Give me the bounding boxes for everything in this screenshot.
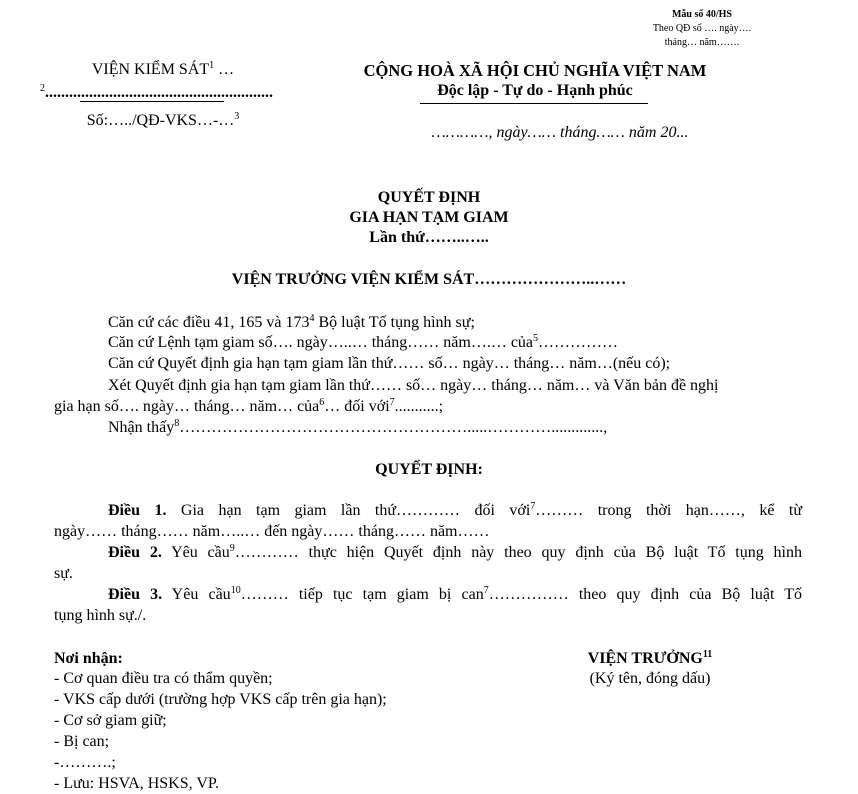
form-code-title: Mẫu số 40/HS bbox=[671, 9, 732, 20]
recipients-title: Nơi nhận: bbox=[54, 650, 123, 667]
form-code-line1: Theo QĐ số …. ngày…. bbox=[652, 23, 752, 34]
recipient-item: - VKS cấp dưới (trường hợp VKS cấp trên gia hạn); bbox=[54, 691, 387, 708]
agency-name: VIỆN KIỂM SÁT$^1$ … bbox=[91, 60, 235, 78]
article-1-line-1: Điều 1. Gia hạn tạm giam lần thứ………… đối với$^7$……… trong thời hạn……, kể từ bbox=[108, 501, 802, 519]
recipient-item: - Cơ quan điều tra có thẩm quyền; bbox=[54, 670, 273, 687]
basis-line-2: Căn cứ Lệnh tạm giam số…. ngày…..… tháng…… năm….… của$^5$…………… bbox=[108, 333, 619, 351]
decision-issuer: VIỆN TRƯỞNG VIỆN KIỂM SÁT…………………..…… bbox=[231, 271, 627, 288]
decision-heading: QUYẾT ĐỊNH bbox=[377, 189, 481, 206]
recipient-item: - Cơ sở giam giữ; bbox=[54, 712, 167, 729]
decides-heading: QUYẾT ĐỊNH: bbox=[375, 461, 483, 478]
national-title: CỘNG HOÀ XÃ HỘI CHỦ NGHĨA VIỆT NAM bbox=[363, 61, 707, 80]
article-1-line-2: ngày…… tháng…… năm…..… đến ngày…… tháng…… năm…… bbox=[54, 523, 490, 540]
article-2-line-1: Điều 2. Yêu cầu$^9$………… thực hiện Quyết định này theo quy định của Bộ luật Tố tụng hình bbox=[108, 543, 802, 561]
national-motto: Độc lập - Tự do - Hạnh phúc bbox=[437, 82, 633, 99]
article-3-line-1: Điều 3. Yêu cầu$^{10}$……… tiếp tục tạm giam bị can$^7$…………… theo quy định của Bộ luật Tố bbox=[108, 585, 803, 603]
recipient-item: -……….; bbox=[54, 754, 116, 771]
basis-line-1: Căn cứ các điều 41, 165 và $173^4$ Bộ luật Tố tụng hình sự; bbox=[108, 313, 475, 331]
agency-divider bbox=[80, 101, 224, 102]
decision-subheading: GIA HẠN TẠM GIAM bbox=[349, 209, 509, 226]
recipient-item: - Bị can; bbox=[54, 733, 110, 750]
article-3-line-2: tụng hình sự./. bbox=[54, 607, 147, 624]
signer-title: VIỆN TRƯỞNG$^{11}$ bbox=[587, 649, 713, 667]
article-2-line-2: sự. bbox=[54, 565, 73, 582]
basis-line-4: Xét Quyết định gia hạn tạm giam lần thứ…… số… ngày… tháng… năm… và Văn bản đề nghị bbox=[108, 377, 719, 394]
date-line: …………, ngày…… tháng…… năm 20... bbox=[431, 124, 689, 141]
form-code-line2: tháng… năm……. bbox=[664, 37, 740, 48]
agency-sub-line: $^2$......................................................... bbox=[40, 83, 273, 101]
basis-line-6: Nhận thấy$^8$……………………………………………….....…………............., bbox=[108, 418, 608, 436]
recipient-item: - Lưu: HSVA, HSKS, VP. bbox=[54, 775, 220, 792]
basis-line-3: Căn cứ Quyết định gia hạn tạm giam lần thứ…… số… ngày… tháng… năm…(nếu có); bbox=[108, 355, 671, 372]
signer-note: (Ký tên, đóng dấu) bbox=[589, 670, 711, 687]
motto-divider bbox=[420, 103, 648, 104]
agency-doc-number: Số:…../QĐ-VKS…-…$^3$ bbox=[86, 111, 240, 129]
basis-line-5: gia hạn số…. ngày… tháng… năm… của$^6$… đối với$^7$...........; bbox=[54, 397, 444, 415]
decision-times: Lần thứ……..….. bbox=[369, 229, 489, 246]
